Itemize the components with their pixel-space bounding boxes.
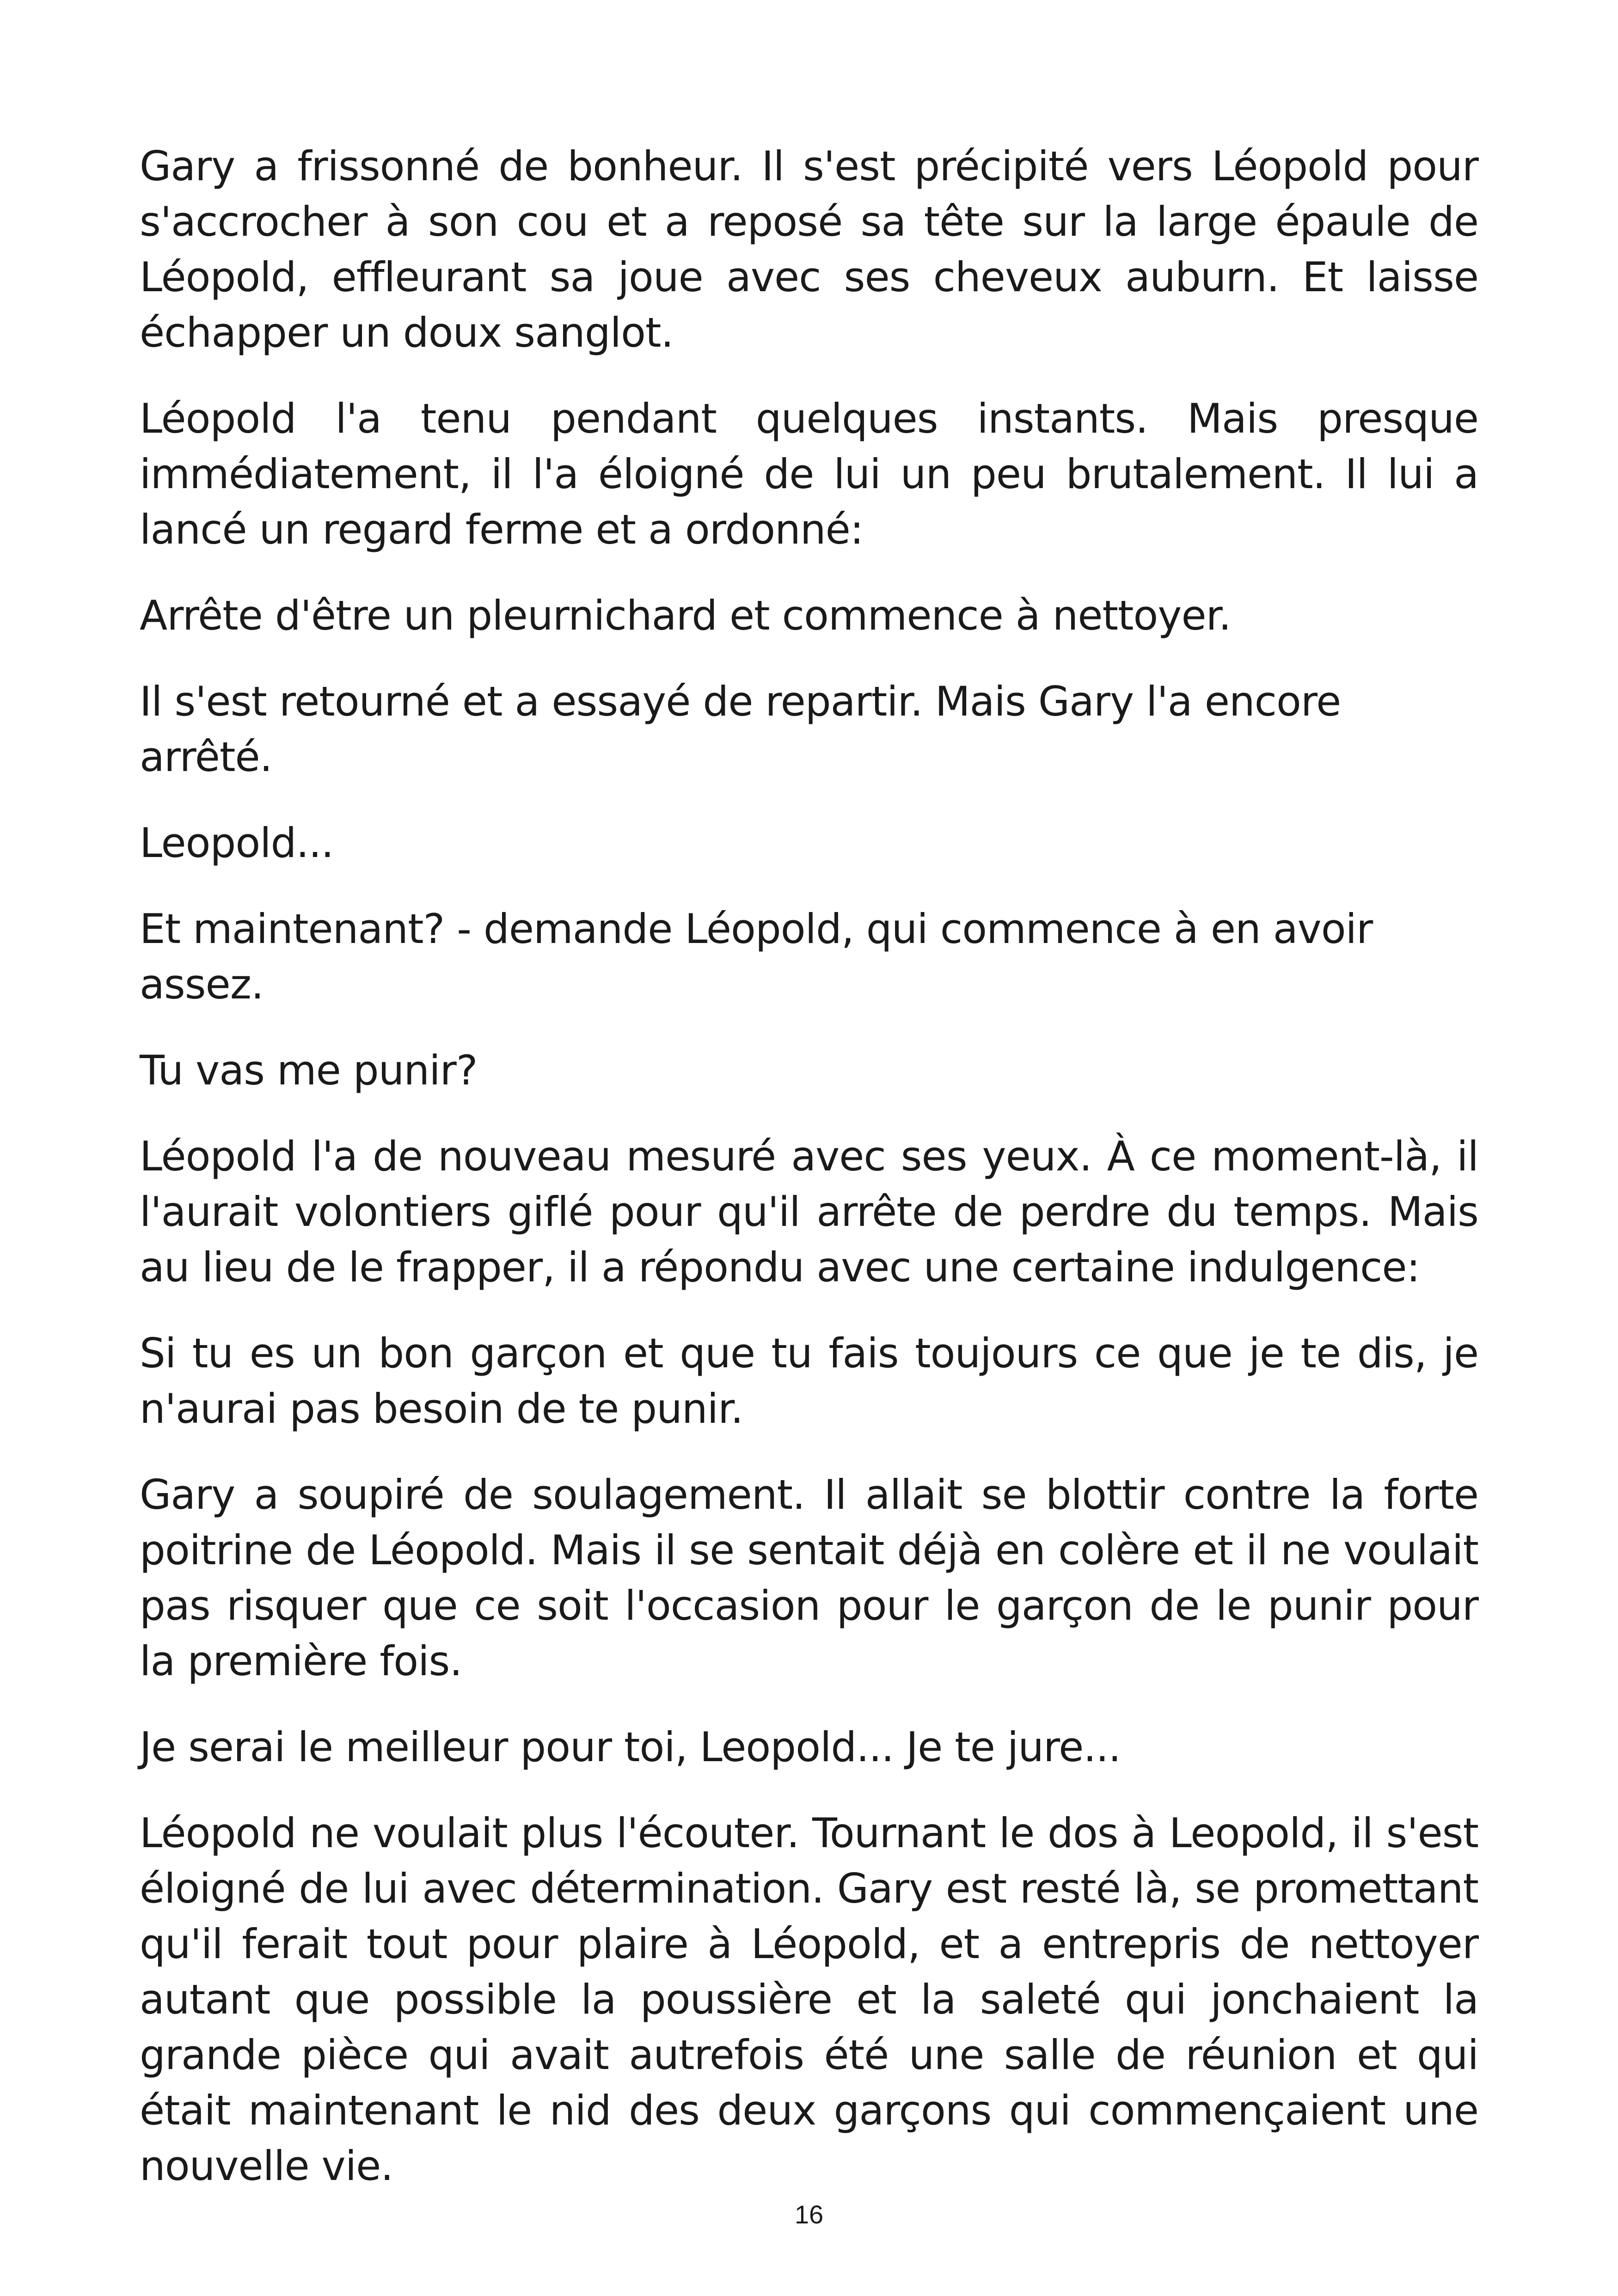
paragraph: Si tu es un bon garçon et que tu fais toujours ce que je te dis, je n'aurai pas besoin de te punir. bbox=[140, 1329, 1478, 1433]
paragraph: Léopold l'a de nouveau mesuré avec ses yeux. À ce moment-là, il l'aurait volontiers giflé pour qu'il arrête de perdre du temps. Mais au lieu de le frapper, il a répondu avec une certaine indulgence: bbox=[140, 1133, 1478, 1291]
paragraph: Tu vas me punir? bbox=[140, 1047, 478, 1094]
paragraph: Il s'est retourné et a essayé de repartir. Mais Gary l'a encore arrêté. bbox=[140, 678, 1341, 781]
paragraph: Je serai le meilleur pour toi, Leopold... Je te jure... bbox=[140, 1723, 1121, 1771]
paragraph: Leopold... bbox=[140, 819, 334, 867]
paragraph: Léopold ne voulait plus l'écouter. Tournant le dos à Leopold, il s'est éloigné de lui avec détermination. Gary est resté là, se promettant qu'il ferait tout pour plaire à Léopold, et a entrepris de nettoyer autant que possible la poussière et la saleté qui jonchaient la grande pièce qui avait autrefois été une salle de réunion et qui était maintenant le nid des deux garçons qui commençaient une nouvelle vie. bbox=[140, 1809, 1478, 2190]
body-text bbox=[140, 139, 1478, 2224]
paragraph: Et maintenant? - demande Léopold, qui commence à en avoir assez. bbox=[140, 905, 1373, 1008]
paragraph: Gary a frissonné de bonheur. Il s'est précipité vers Léopold pour s'accrocher à son cou et a reposé sa tête sur la large épaule de Léopold, effleurant sa joue avec ses cheveux auburn. Et laisse échapper un doux sanglot. bbox=[140, 142, 1478, 356]
page-number: 16 bbox=[794, 2200, 824, 2229]
paragraph: Arrête d'être un pleurnichard et commence à nettoyer. bbox=[140, 592, 1231, 639]
paragraph: Léopold l'a tenu pendant quelques instants. Mais presque immédiatement, il l'a éloigné de lui un peu brutalement. Il lui a lancé un regard ferme et a ordonné: bbox=[140, 395, 1478, 553]
paragraph: Gary a soupiré de soulagement. Il allait se blottir contre la forte poitrine de Léopold. Mais il se sentait déjà en colère et il ne voulait pas risquer que ce soit l'occasion pour le garçon de le punir pour la première fois. bbox=[140, 1471, 1478, 1685]
